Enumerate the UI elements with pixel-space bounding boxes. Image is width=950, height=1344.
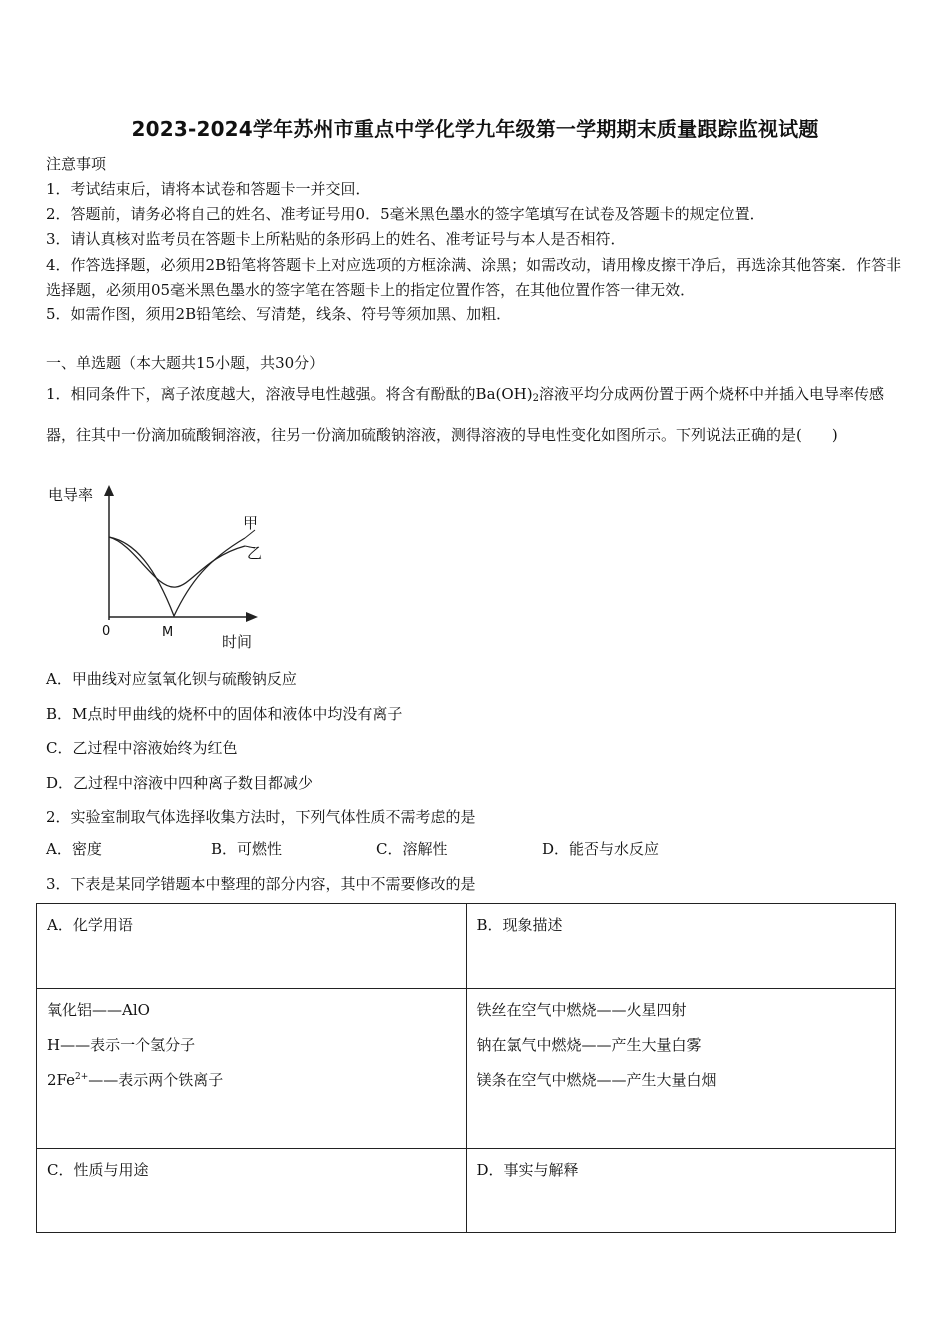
fe-charge: 2+ — [75, 1072, 89, 1082]
q3-table — [36, 903, 896, 1233]
q3-cell-c-head — [37, 1149, 467, 1233]
cell-text: D．事实与解释 — [476, 1161, 579, 1179]
table-row — [37, 1149, 896, 1233]
table-row — [37, 989, 896, 1149]
section-heading: 一、单选题（本大题共15小题，共30分） — [46, 354, 325, 372]
cell-text: C．性质与用途 — [47, 1161, 149, 1179]
q2-option-c: C．溶解性 — [376, 840, 448, 858]
x-axis-label: 时间 — [222, 633, 253, 651]
q2-options — [46, 838, 746, 860]
table-row — [37, 904, 896, 989]
conductivity-graph — [40, 482, 280, 652]
notice-item-3: 3．请认真核对监考员在答题卡上所粘贴的条形码上的姓名、准考证号与本人是否相符． — [46, 230, 626, 248]
cell-line: H——表示一个氢分子 — [47, 1036, 196, 1054]
q2-option-b: B．可燃性 — [211, 840, 283, 858]
fe-suffix: ——表示两个铁离子 — [88, 1071, 224, 1089]
cell-line: 铁丝在空气中燃烧——火星四射 — [476, 1001, 687, 1019]
q1-stem-subscript: 2 — [532, 393, 539, 404]
q1-option-b: B．M点时甲曲线的烧杯中的固体和液体中均没有离子 — [46, 705, 403, 723]
cell-line-fe — [47, 1069, 456, 1090]
origin-label: 0 — [102, 624, 111, 639]
cell-line: 镁条在空气中燃烧——产生大量白烟 — [476, 1071, 717, 1089]
y-axis-label: 电导率 — [48, 486, 94, 504]
curve-jia-label: 甲 — [243, 514, 259, 532]
cell-line: 钠在氯气中燃烧——产生大量白雾 — [476, 1036, 702, 1054]
curve-yi — [109, 537, 245, 587]
notice-item-4: 4．作答选择题，必须用2B铅笔将答题卡上对应选项的方框涂满、涂黑；如需改动，请用橡皮擦干净后，再选涂其他答案．作答非选择题，必须用05毫米黑色墨水的签字笔在答题卡上的指定位置作答，在其他位置作答一律无效． — [46, 256, 902, 299]
page-title: 2023-2024学年苏州市重点中学化学九年级第一学期期末质量跟踪监视试题 — [131, 117, 819, 141]
q3-cell-b-head — [466, 904, 896, 989]
q1-option-d: D．乙过程中溶液中四种离子数目都减少 — [46, 774, 314, 792]
notice-item-1: 1．考试结束后，请将本试卷和答题卡一并交回． — [46, 180, 371, 198]
x-axis-arrow — [246, 612, 258, 622]
y-axis-arrow — [104, 485, 114, 496]
q2-stem: 2．实验室制取气体选择收集方法时，下列气体性质不需考虑的是 — [46, 808, 476, 826]
cell-line: 氧化铝——AlO — [47, 1001, 150, 1019]
q1-stem-part-a: 1．相同条件下，离子浓度越大，溶液导电性越强。将含有酚酞的Ba(OH) — [46, 385, 533, 403]
notice-item-5: 5．如需作图，须用2B铅笔绘、写清楚，线条、符号等须加黑、加粗． — [46, 305, 512, 323]
notice-item-2: 2．答题前，请务必将自己的姓名、准考证号用0．5毫米黑色墨水的签字笔填写在试卷及答题卡的规定位置． — [46, 205, 765, 223]
q1-stem-part-b: 溶液平均分成两份置于两个烧杯中并插入电导率传感器，往其中一份滴加硫酸铜溶液，往另一份滴加硫酸钠溶液，测得溶液的导电性变化如图所示。下列说法正确的是( ) — [46, 385, 884, 444]
curve-yi-label: 乙 — [247, 544, 263, 562]
point-m-label: M — [162, 625, 174, 640]
cell-text: A．化学用语 — [47, 916, 133, 934]
q2-option-d: D．能否与水反应 — [542, 840, 660, 858]
q1-option-a: A．甲曲线对应氢氧化钡与硫酸钠反应 — [46, 670, 297, 688]
q3-stem: 3．下表是某同学错题本中整理的部分内容，其中不需要修改的是 — [46, 875, 476, 893]
curve-jia — [109, 537, 245, 616]
notice-heading: 注意事项 — [46, 155, 107, 173]
q3-cell-b-body — [466, 989, 896, 1149]
q1-stem — [46, 376, 906, 454]
q2-option-a: A．密度 — [46, 840, 102, 858]
cell-text: B．现象描述 — [476, 916, 563, 934]
q3-cell-a-head — [37, 904, 467, 989]
q3-cell-d-head — [466, 1149, 896, 1233]
q1-option-c: C．乙过程中溶液始终为红色 — [46, 739, 238, 757]
fe-prefix: 2Fe — [47, 1071, 76, 1089]
q3-cell-a-body — [37, 989, 467, 1149]
